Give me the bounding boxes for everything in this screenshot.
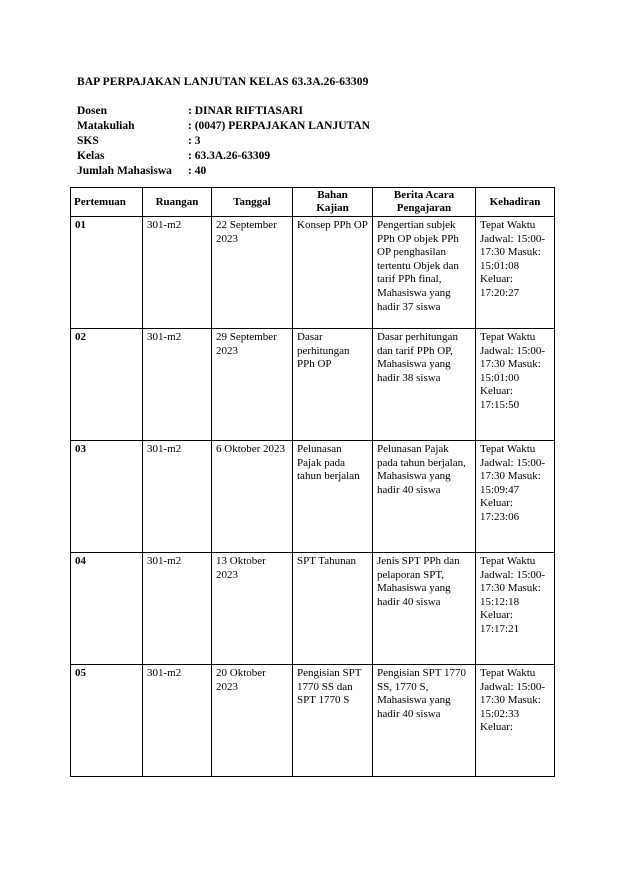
header-ruangan: Ruangan	[143, 188, 212, 217]
meta-key: SKS	[77, 135, 99, 147]
cell-pertemuan: 05	[71, 665, 143, 777]
cell-ruangan: 301-m2	[143, 553, 212, 665]
table-row	[71, 441, 555, 553]
cell-pertemuan: 01	[71, 217, 143, 329]
cell-tanggal: 6 Oktober 2023	[212, 441, 293, 553]
document-meta	[77, 104, 370, 179]
cell-berita-acara: Dasar perhitungan dan tarif PPh OP, Mahasiswa yang hadir 38 siswa	[373, 329, 476, 441]
cell-bahan-kajian: Pengisian SPT 1770 SS dan SPT 1770 S	[293, 665, 373, 777]
cell-bahan-kajian: Dasar perhitungan PPh OP	[293, 329, 373, 441]
header-bahan-line1: Bahan	[317, 189, 348, 201]
cell-tanggal: 22 September 2023	[212, 217, 293, 329]
cell-ruangan: 301-m2	[143, 441, 212, 553]
meta-row-matakuliah	[77, 119, 370, 134]
meta-value: : 40	[188, 165, 207, 177]
cell-berita-acara: Pelunasan Pajak pada tahun berjalan, Mahasiswa yang hadir 40 siswa	[373, 441, 476, 553]
table-row	[71, 217, 555, 329]
cell-berita-acara: Pengertian subjek PPh OP objek PPh OP penghasilan tertentu Objek dan tarif PPh final, Mahasiswa yang hadir 37 siswa	[373, 217, 476, 329]
cell-berita-acara: Jenis SPT PPh dan pelaporan SPT, Mahasiswa yang hadir 40 siswa	[373, 553, 476, 665]
meta-key: Jumlah Mahasiswa	[77, 165, 172, 177]
cell-tanggal: 20 Oktober 2023	[212, 665, 293, 777]
cell-kehadiran: Tepat Waktu Jadwal: 15:00-17:30 Masuk: 15:01:08 Keluar: 17:20:27	[476, 217, 555, 329]
header-bahan-line2: Kajian	[316, 202, 349, 214]
cell-kehadiran: Tepat Waktu Jadwal: 15:00-17:30 Masuk: 15:01:00 Keluar: 17:15:50	[476, 329, 555, 441]
cell-pertemuan: 04	[71, 553, 143, 665]
cell-ruangan: 301-m2	[143, 217, 212, 329]
meta-value: : 63.3A.26-63309	[188, 150, 271, 162]
table-row	[71, 665, 555, 777]
cell-tanggal: 29 September 2023	[212, 329, 293, 441]
cell-kehadiran: Tepat Waktu Jadwal: 15:00-17:30 Masuk: 15:09:47 Keluar: 17:23:06	[476, 441, 555, 553]
cell-tanggal: 13 Oktober 2023	[212, 553, 293, 665]
meta-value: : DINAR RIFTIASARI	[188, 105, 304, 117]
cell-bahan-kajian: Pelunasan Pajak pada tahun berjalan	[293, 441, 373, 553]
table-row	[71, 329, 555, 441]
header-bahan-kajian	[293, 188, 373, 217]
cell-bahan-kajian: Konsep PPh OP	[293, 217, 373, 329]
cell-kehadiran: Tepat Waktu Jadwal: 15:00-17:30 Masuk: 15:12:18 Keluar: 17:17:21	[476, 553, 555, 665]
header-berita-line2: Pengajaran	[396, 202, 452, 214]
header-kehadiran: Kehadiran	[476, 188, 555, 217]
cell-berita-acara: Pengisian SPT 1770 SS, 1770 S, Mahasiswa yang hadir 40 siswa	[373, 665, 476, 777]
meta-row-jumlah-mahasiswa	[77, 164, 370, 179]
table-header-row	[71, 188, 555, 217]
document-title: BAP PERPAJAKAN LANJUTAN KELAS 63.3A.26-63309	[77, 76, 369, 88]
cell-ruangan: 301-m2	[143, 665, 212, 777]
cell-pertemuan: 03	[71, 441, 143, 553]
cell-pertemuan: 02	[71, 329, 143, 441]
meta-row-kelas	[77, 149, 370, 164]
table-row	[71, 553, 555, 665]
cell-ruangan: 301-m2	[143, 329, 212, 441]
meta-key: Kelas	[77, 150, 105, 162]
meta-value: : 3	[188, 135, 201, 147]
meta-row-sks	[77, 134, 370, 149]
attendance-table	[70, 187, 555, 777]
meta-key: Dosen	[77, 105, 108, 117]
header-berita-line1: Berita Acara	[393, 189, 455, 201]
header-tanggal: Tanggal	[212, 188, 293, 217]
header-berita-acara	[373, 188, 476, 217]
cell-kehadiran: Tepat Waktu Jadwal: 15:00-17:30 Masuk: 15:02:33 Keluar:	[476, 665, 555, 777]
meta-row-dosen	[77, 104, 370, 119]
meta-key: Matakuliah	[77, 120, 135, 132]
meta-value: : (0047) PERPAJAKAN LANJUTAN	[188, 120, 370, 132]
header-pertemuan: Pertemuan	[71, 188, 143, 217]
cell-bahan-kajian: SPT Tahunan	[293, 553, 373, 665]
